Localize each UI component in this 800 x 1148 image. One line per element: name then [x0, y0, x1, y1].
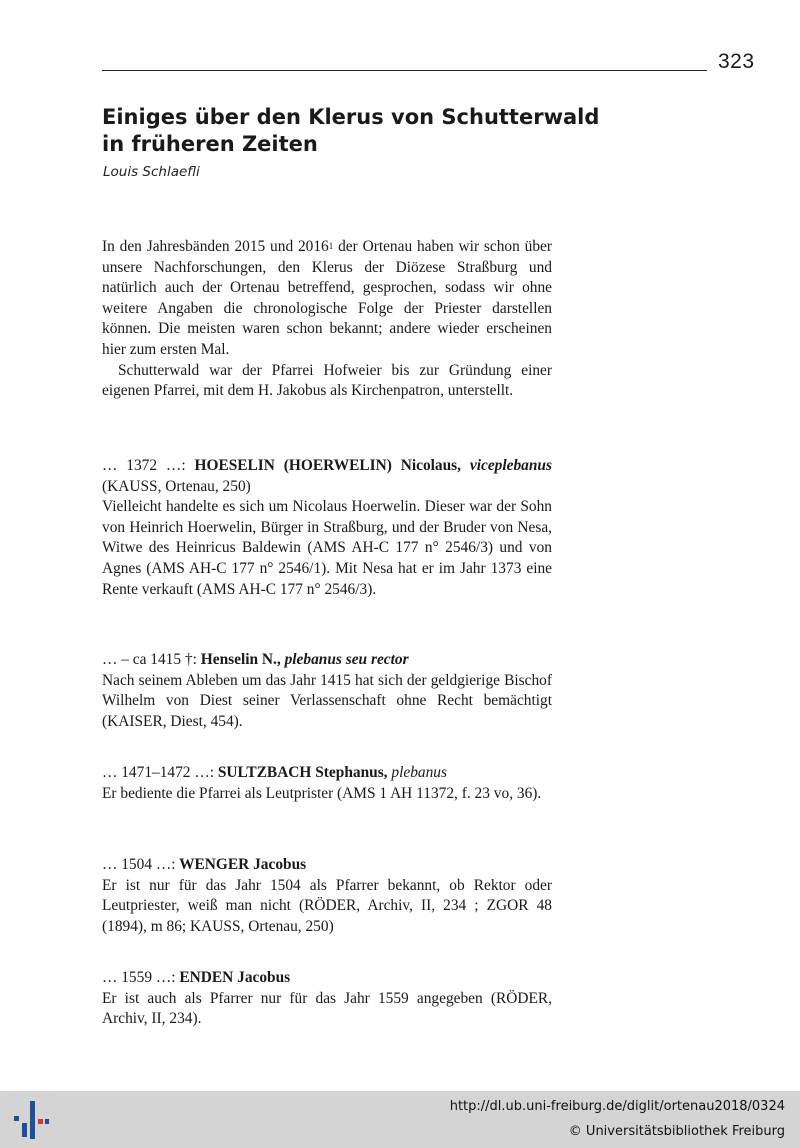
author: Louis Schlaefli — [103, 164, 200, 180]
entry-text: Nach seinem Ableben um das Jahr 1415 hat sich der geldgierige Bischof Wilhelm von Diest seiner Verlassenschaft ohne Recht bemächtigt (KAISER, Diest, 454). — [102, 671, 552, 730]
entry-text: Vielleicht handelte es sich um Nicolaus Hoerwelin. Dieser war der Sohn von Heinrich Hoerwelin, Bürger in Straßburg, und der Bruder von Nesa, Witwe des Heinricus Baldewin (AMS AH-C 177 n° 2546/3) und von Agnes (AMS AH-C 177 n° 2546/1). Mit Nesa hat er im Jahr 1373 eine Rente verkauft (AMS AH-C 177 n° 2546/3). — [102, 498, 552, 598]
footer-url-link[interactable]: http://dl.ub.uni-freiburg.de/diglit/ortenau2018/0324 — [449, 1099, 785, 1114]
intro-paragraph-2: Schutterwald war der Pfarrei Hofweier bis zur Gründung einer eigenen Pfarrei, mit dem H. Jakobus als Kirchenpatron, unterstellt. — [102, 361, 552, 400]
entry-heading — [102, 763, 552, 784]
entry-date: … 1372 …: — [102, 457, 186, 474]
entry-date: … 1504 …: — [102, 856, 176, 873]
entry-name: Henselin N., — [200, 651, 281, 668]
entry-hoeselin — [102, 456, 552, 600]
entry-heading — [102, 456, 552, 497]
entry-name: HOESELIN (HOERWELIN) Nicolaus, — [194, 457, 462, 474]
entry-date: … 1471–1472 …: — [102, 764, 215, 781]
entry-source: (KAUSS, Ortenau, 250) — [102, 477, 251, 495]
page-number: 323 — [718, 50, 755, 73]
intro-paragraph-1: In den Jahresbänden 2015 und 2016$^1$ der Ortenau haben wir schon über unsere Nachforschungen, den Klerus der Diözese Straßburg und natürlich auch der Ortenau betreffend, gesprochen, sodass wir ohne weitere Angaben die chronologische Folge der Priester darstellen können. Die meisten waren schon bekannt; andere wieder erscheinen hier zum ersten Mal. — [102, 238, 552, 358]
entry-sultzbach — [102, 763, 552, 804]
entry-role: viceplebanus — [469, 457, 552, 474]
entry-text: Er bediente die Pfarrei als Leutprister (AMS 1 AH 11372, f. 23 vo, 36). — [102, 784, 542, 802]
footer-copyright: © Universitätsbibliothek Freiburg — [568, 1124, 785, 1139]
footer-bar — [0, 1091, 800, 1148]
entry-wenger — [102, 855, 552, 937]
title-line-1: Einiges über den Klerus von Schutterwald — [102, 105, 600, 129]
entry-heading — [102, 650, 552, 671]
title-line-2: in früheren Zeiten — [102, 132, 318, 156]
footnote-ref[interactable]: 1 — [328, 241, 334, 251]
entry-name: ENDEN Jacobus — [179, 969, 291, 986]
header-rule — [102, 70, 707, 71]
entry-heading — [102, 855, 552, 876]
entry-text: Er ist auch als Pfarrer nur für das Jahr 1559 angegeben (RÖDER, Archiv, II, 234). — [102, 989, 552, 1028]
intro-section — [102, 237, 552, 402]
entry-date: … 1559 …: — [102, 969, 176, 986]
entry-name: WENGER Jacobus — [179, 856, 307, 873]
entry-henselin — [102, 650, 552, 732]
entry-role: plebanus — [391, 764, 447, 781]
entry-text: Er ist nur für das Jahr 1504 als Pfarrer bekannt, ob Rektor oder Leutpriester, weiß man nicht (RÖDER, Archiv, II, 234 ; ZGOR 48 (1894), m 86; KAUSS, Ortenau, 250) — [102, 876, 552, 935]
entry-role: plebanus seu rector — [284, 651, 409, 668]
ub-freiburg-logo-icon[interactable] — [12, 1099, 50, 1141]
entry-heading — [102, 968, 552, 989]
entry-name: SULTZBACH Stephanus, — [217, 764, 388, 781]
entry-date: … – ca 1415 †: — [102, 651, 197, 668]
article-title — [102, 104, 599, 158]
entry-enden — [102, 968, 552, 1030]
